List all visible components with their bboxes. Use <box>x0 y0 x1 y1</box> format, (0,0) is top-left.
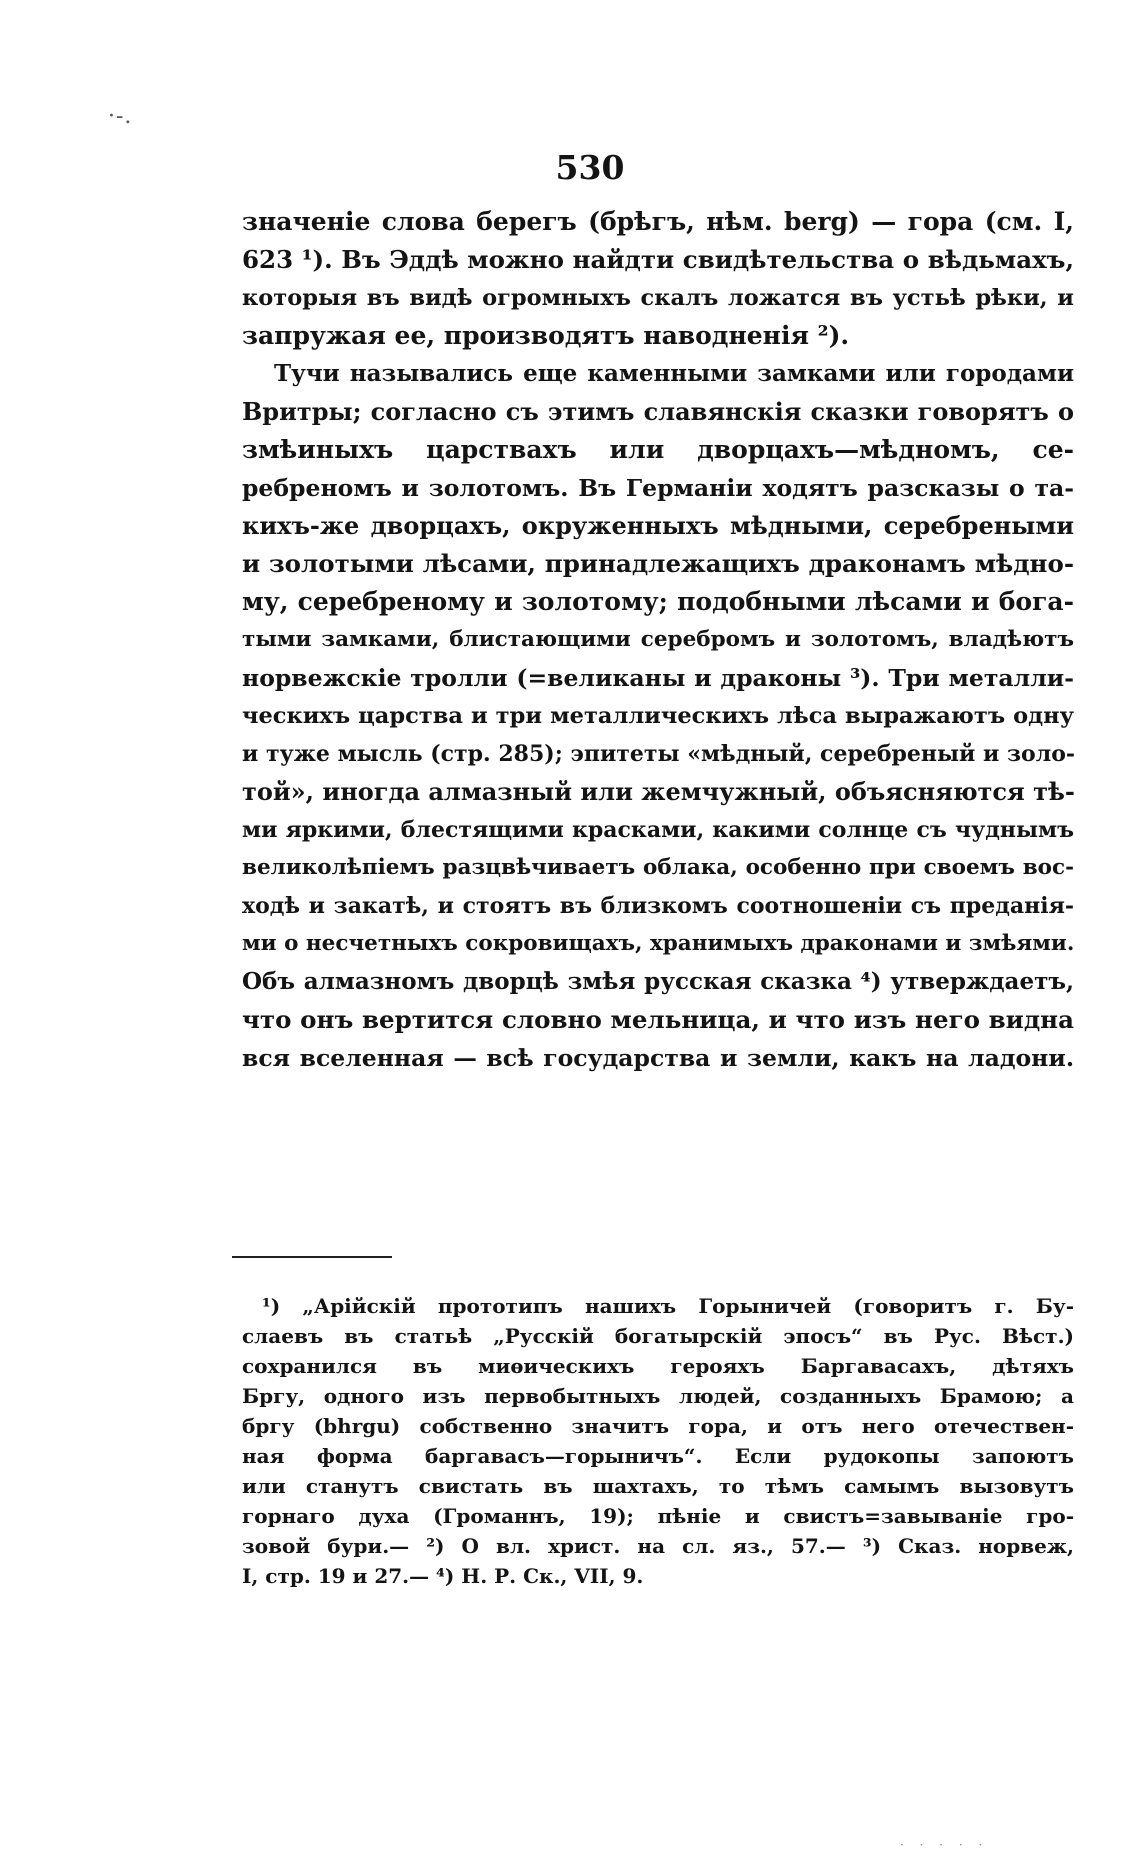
page-number: 530 <box>555 148 625 187</box>
body-line: вся вселенная — всѣ государства и земли, какъ на ладони. <box>242 1044 1074 1072</box>
body-line: ческихъ царства и три металлическихъ лѣса выражаютъ одну <box>242 703 1074 729</box>
footnote-line: зовой бури.— ²) О вл. христ. на сл. яз., 57.— ³) Сказ. норвеж, <box>242 1534 1074 1558</box>
footnote-line: ная форма баргавасъ—горыничъ“. Если рудокопы запоютъ <box>242 1444 1074 1468</box>
margin-mark: ·-. <box>108 104 133 129</box>
footnote-divider <box>232 1256 392 1258</box>
footnote-line: ¹) „Арійскій прототипъ нашихъ Горыничей (говоритъ г. Бу- <box>262 1294 1074 1318</box>
body-line: Вритры; согласно съ этимъ славянскія сказки говорятъ о <box>242 397 1074 426</box>
body-line: что онъ вертится словно мельница, и что изъ него видна <box>242 1005 1074 1034</box>
body-line: ми о несчетныхъ сокровищахъ, хранимыхъ драконами и змѣями. <box>242 931 1075 956</box>
body-line: ходѣ и закатѣ, и стоятъ въ близкомъ соотношеніи съ преданія- <box>242 893 1074 919</box>
corner-mark: · · · · · <box>900 1838 989 1852</box>
body-line: кихъ-же дворцахъ, окруженныхъ мѣдными, серебреными <box>242 511 1074 540</box>
body-line: ребреномъ и золотомъ. Въ Германіи ходятъ разсказы о та- <box>242 474 1074 502</box>
footnote-line: бргу (bhrgu) собственно значитъ гора, и отъ него отечествен- <box>242 1414 1074 1438</box>
footnote-line: или станутъ свистать въ шахтахъ, то тѣмъ самымъ вызовутъ <box>242 1474 1074 1498</box>
body-line: норвежскіе тролли (=великаны и драконы ³). Три металли- <box>242 664 1074 692</box>
body-line: му, серебреному и золотому; подобными лѣсами и бога- <box>242 587 1074 616</box>
body-line: тыми замками, блистающими серебромъ и золотомъ, владѣютъ <box>242 627 1074 652</box>
body-line: той», иногда алмазный или жемчужный, объясняются тѣ- <box>242 777 1075 806</box>
body-line: значеніе слова берегъ (брѣгъ, нѣм. berg) — гора (см. I, <box>242 207 1074 236</box>
footnote-line: слаевъ въ статьѣ „Русскій богатырскій эпосъ“ въ Рус. Вѣст.) <box>242 1324 1074 1348</box>
body-line: Тучи назывались еще каменными замками или городами <box>274 360 1074 387</box>
body-line: великолѣпіемъ разцвѣчиваетъ облака, особенно при своемъ вос- <box>242 855 1074 880</box>
body-line: запружая ее, производятъ наводненія ²). <box>242 321 850 350</box>
body-line: и золотыми лѣсами, принадлежащихъ драконамъ мѣдно- <box>242 549 1074 578</box>
footnote-line: I, стр. 19 и 27.— ⁴) Н. Р. Ск., VII, 9. <box>242 1564 644 1588</box>
body-line: которыя въ видѣ огромныхъ скалъ ложатся въ устьѣ рѣки, и <box>242 285 1074 311</box>
footnote-line: горнаго духа (Громаннъ, 19); пѣніе и свистъ=завываніе гро- <box>242 1504 1074 1528</box>
body-line: и туже мысль (стр. 285); эпитеты «мѣдный, серебреный и золо- <box>242 741 1076 767</box>
footnote-line: сохранился въ миѳическихъ герояхъ Баргавасахъ, дѣтяхъ <box>242 1354 1074 1378</box>
body-line: змѣиныхъ царствахъ или дворцахъ—мѣдномъ, се- <box>242 435 1074 464</box>
body-line: 623 ¹). Въ Эддѣ можно найдти свидѣтельства о вѣдьмахъ, <box>242 245 1074 274</box>
body-line: Объ алмазномъ дворцѣ змѣя русская сказка ⁴) утверждаетъ, <box>242 968 1074 995</box>
footnote-line: Бргу, одного изъ первобытныхъ людей, созданныхъ Брамою; а <box>242 1384 1074 1408</box>
body-line: ми яркими, блестящими красками, какими солнце съ чуднымъ <box>242 817 1074 843</box>
